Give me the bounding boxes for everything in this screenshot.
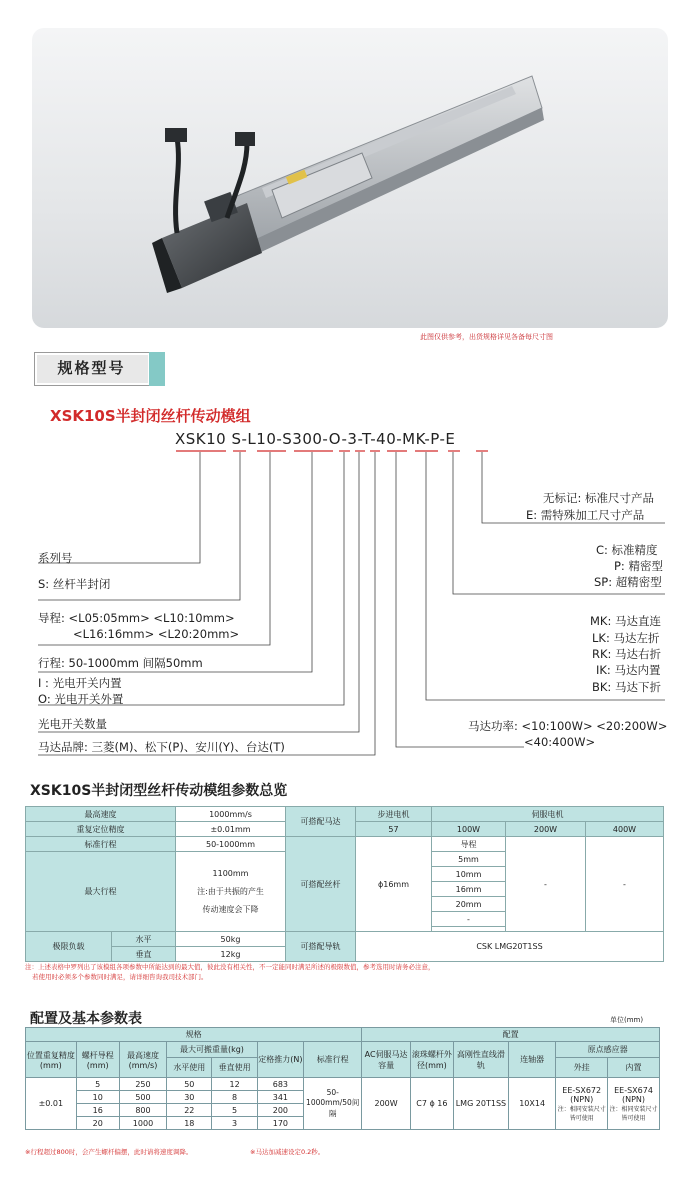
label-stroke: 行程: 50-1000mm 间隔50mm <box>38 656 203 670</box>
col-header: 内置 <box>608 1058 660 1078</box>
cell-thrust: 341 <box>257 1091 303 1104</box>
col-header: 标准行程 <box>304 1042 362 1078</box>
col-header: 高刚性直线滑轨 <box>453 1042 508 1078</box>
label-switch-qty: 光电开关数量 <box>38 717 107 731</box>
cell-stroke: 50-1000mm/50间隔 <box>304 1078 362 1130</box>
cell-value: 200W <box>506 822 586 837</box>
cell-speed: 1000 <box>119 1117 166 1130</box>
col-header: 原点感应器 <box>556 1042 660 1058</box>
model-title: XSK10S半封闭丝杆传动模组 <box>50 407 251 425</box>
label-power-2: <40:400W> <box>524 735 596 749</box>
cell-max-stroke <box>176 852 286 932</box>
cell-sensor-int <box>608 1078 660 1130</box>
cell-lead: 10mm <box>432 867 506 882</box>
cell-value: 12kg <box>176 947 286 962</box>
label-e: E: 需特殊加工尺寸产品 <box>526 508 645 522</box>
cell-value: 50kg <box>176 932 286 947</box>
max-stroke-value: 1100mm <box>212 868 249 878</box>
label-mk: MK: 马达直连 <box>590 614 661 628</box>
sensor-int-model: EE-SX674 (NPN) <box>614 1085 653 1104</box>
label-lk: LK: 马达左折 <box>592 631 660 645</box>
footnote-1: ※行程超过800时，会产生螺杆偏摆，此时请将速度调降。 <box>25 1148 193 1156</box>
col-header: 最大可搬重量(kg) <box>167 1042 258 1058</box>
cell-header: 导程 <box>432 837 506 852</box>
overview-note-2: 若使用时必须多个参数同时满足，请详细咨询我司技术部门。 <box>32 973 208 981</box>
cell-load-v: 12 <box>212 1078 257 1091</box>
cell-lead: 5 <box>76 1078 119 1091</box>
col-header: 滚珠螺杆外径(mm) <box>410 1042 453 1078</box>
cell-value: 50-1000mm <box>176 837 286 852</box>
cell-value: ϕ16mm <box>356 837 432 932</box>
label-lead-2: <L16:16mm> <L20:20mm> <box>73 627 240 641</box>
cell-label: 垂直 <box>112 947 176 962</box>
cell-label: 可搭配马达 <box>286 807 356 837</box>
col-header: 连轴器 <box>508 1042 555 1078</box>
cell-label: 极限负载 <box>26 932 112 962</box>
spec-group-header: 规格 <box>26 1028 362 1042</box>
label-c: C: 标准精度 <box>596 543 658 557</box>
cell-speed: 250 <box>119 1078 166 1091</box>
cell-label: 最大行程 <box>26 852 176 932</box>
cell-lead: 20mm <box>432 897 506 912</box>
cell-value: 100W <box>432 822 506 837</box>
cell-speed: 500 <box>119 1091 166 1104</box>
image-disclaimer: 此图仅供参考，出货规格详见各备每尺寸图 <box>420 333 553 341</box>
label-p: P: 精密型 <box>614 559 663 573</box>
cell-label: 标准行程 <box>26 837 176 852</box>
cell-screw: C7 ϕ 16 <box>410 1078 453 1130</box>
label-lead-1: 导程: <L05:05mm> <L10:10mm> <box>38 611 235 625</box>
cell-lead: 5mm <box>432 852 506 867</box>
cell-value: ±0.01mm <box>176 822 286 837</box>
cell-value: 400W <box>586 822 664 837</box>
col-header: 位置重复精度(mm) <box>26 1042 77 1078</box>
cell-ac: 200W <box>362 1078 411 1130</box>
sensor-int-note: 注：相同安装尺寸皆可使用 <box>609 1105 658 1122</box>
config-group-header: 配置 <box>362 1028 660 1042</box>
cell-load-h: 30 <box>167 1091 212 1104</box>
cell-label: 可搭配导轨 <box>286 932 356 962</box>
col-header: AC伺服马达容量 <box>362 1042 411 1078</box>
cell-lead: - <box>432 912 506 927</box>
cell-header: 伺服电机 <box>432 807 664 822</box>
cell-load-h: 22 <box>167 1104 212 1117</box>
col-header: 螺杆导程(mm) <box>76 1042 119 1078</box>
cell-label: 可搭配丝杆 <box>286 837 356 932</box>
unit-label: 单位(mm) <box>610 1016 644 1024</box>
overview-title: XSK10S半封闭型丝杆传动模组参数总览 <box>30 783 288 799</box>
label-rk: RK: 马达右折 <box>592 647 662 661</box>
label-s: S: 丝杆半封闭 <box>38 577 111 591</box>
model-code: XSK10 S-L10-S300-O-3-T-40-MK-P-E <box>175 430 456 448</box>
cell-load-h: 50 <box>167 1078 212 1091</box>
max-stroke-note-1: 注:由于共振的产生 <box>197 886 264 896</box>
cell-label: 最高速度 <box>26 807 176 822</box>
col-header: 定格推力(N) <box>257 1042 303 1078</box>
label-power-1: 马达功率: <10:100W> <20:200W> <box>468 719 668 733</box>
cell-load-v: 3 <box>212 1117 257 1130</box>
cell-value: - <box>506 837 586 932</box>
footnote-2: ※马达加减速设定0.2秒。 <box>250 1148 325 1156</box>
cell-header: 步进电机 <box>356 807 432 822</box>
cell-thrust: 170 <box>257 1117 303 1130</box>
overview-note-1: 注：上述表格中罗列出了该模组各项参数中所能达到的最大值，彼此没有相关性，不一定能同时满足所述的极限数值，参考选用时请务必注意， <box>25 963 435 971</box>
cell-lead: 16 <box>76 1104 119 1117</box>
cell-load-h: 18 <box>167 1117 212 1130</box>
cell-rail: LMG 20T1SS <box>453 1078 508 1130</box>
config-table <box>25 1027 660 1130</box>
col-header: 垂直使用 <box>212 1058 257 1078</box>
label-motor-brand: 马达品牌: 三菱(M)、松下(P)、安川(Y)、台达(T) <box>38 740 285 754</box>
col-header: 外挂 <box>556 1058 608 1078</box>
cell-lead: 10 <box>76 1091 119 1104</box>
label-bk: BK: 马达下折 <box>592 680 661 694</box>
sensor-ext-model: EE-SX672 (NPN) <box>562 1085 602 1104</box>
cell-label: 重复定位精度 <box>26 822 176 837</box>
label-no-mark: 无标记: 标准尺寸产品 <box>543 491 655 505</box>
cell-value: 1000mm/s <box>176 807 286 822</box>
sensor-ext-note: 注：相同安装尺寸皆可使用 <box>557 1105 606 1122</box>
cell-load-v: 5 <box>212 1104 257 1117</box>
label-sp: SP: 超精密型 <box>594 575 662 589</box>
config-title: 配置及基本参数表 <box>30 1011 142 1027</box>
label-series: 系列号 <box>38 551 73 565</box>
cell-lead: 20 <box>76 1117 119 1130</box>
max-stroke-note-2: 传动速度会下降 <box>202 904 259 914</box>
cell-accuracy: ±0.01 <box>26 1078 77 1130</box>
col-header: 水平使用 <box>167 1058 212 1078</box>
label-switch-out: O: 光电开关外置 <box>38 692 124 706</box>
cell-thrust: 200 <box>257 1104 303 1117</box>
section-tab-label: 规格型号 <box>57 359 126 377</box>
cell-sensor-ext <box>556 1078 608 1130</box>
cell-speed: 800 <box>119 1104 166 1117</box>
cell-value: CSK LMG20T1SS <box>356 932 664 962</box>
cell-lead: 16mm <box>432 882 506 897</box>
cell-label: 水平 <box>112 932 176 947</box>
cell-load-v: 8 <box>212 1091 257 1104</box>
overview-table <box>25 806 664 962</box>
label-switch-in: I : 光电开关内置 <box>38 676 122 690</box>
cell-value: 57 <box>356 822 432 837</box>
cell-thrust: 683 <box>257 1078 303 1091</box>
col-header: 最高速度(mm/s) <box>119 1042 166 1078</box>
label-ik: IK: 马达内置 <box>596 663 661 677</box>
cell-value: - <box>586 837 664 932</box>
cell-coupling: 10X14 <box>508 1078 555 1130</box>
